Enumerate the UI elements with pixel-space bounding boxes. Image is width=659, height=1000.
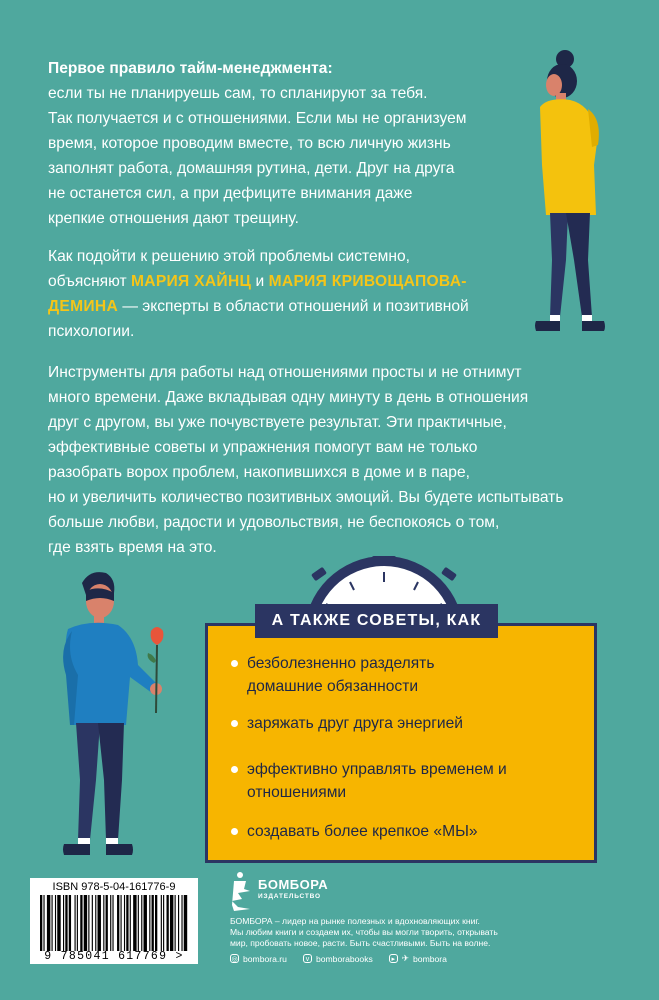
barcode-stripe: [117, 895, 119, 951]
barcode-stripe: [69, 895, 71, 951]
publisher-desc-line: Мы любим книги и создаем их, чтобы вы могли творить, открывать: [230, 927, 498, 937]
tools-line: но и увеличить количество позитивных эмоций. Вы будете испытывать: [48, 489, 564, 506]
barcode-stripe: [63, 895, 64, 951]
intro-line: заполнят работа, домашняя рутина, дети. Друг на друга: [48, 160, 455, 177]
barcode-digits: 9 785041 617769 >: [44, 950, 184, 963]
barcode-stripe: [167, 895, 169, 951]
barcode-stripe: [47, 895, 50, 951]
intro-line: Так получается и с отношениями. Если мы не организуем: [48, 110, 467, 127]
barcode-stripe: [65, 895, 67, 951]
publisher-name: БОМБОРА: [258, 877, 329, 892]
barcode-stripe: [110, 895, 111, 951]
tools-line: разобрать ворох проблем, накопившихся в доме и в паре,: [48, 464, 470, 481]
barcode-stripe: [170, 895, 173, 951]
bullet-icon: [231, 720, 238, 727]
tools-line: Инструменты для работы над отношениями просты и не отнимут: [48, 364, 522, 381]
man-illustration: [30, 565, 180, 870]
tip-item: [233, 652, 576, 698]
intro-line: крепкие отношения дают трещину.: [48, 210, 299, 227]
authors-line: [48, 269, 548, 294]
vk-icon: v: [303, 954, 312, 963]
barcode-stripe: [103, 895, 104, 951]
barcode-stripe: [92, 895, 93, 951]
barcode-stripe: [55, 895, 56, 951]
tip-item: [233, 712, 576, 735]
barcode-stripe: [84, 895, 87, 951]
tools-paragraph: [48, 360, 613, 560]
barcode-stripe: [149, 895, 150, 951]
tip-text: создавать более крепкое «МЫ»: [247, 823, 478, 840]
barcode-stripe: [40, 895, 42, 951]
publisher-description: [230, 916, 630, 949]
tip-item: [233, 758, 576, 804]
tip-text: эффективно управлять временем и отношениями: [247, 761, 507, 801]
barcode-stripe: [52, 895, 53, 951]
barcode-stripe: [138, 895, 139, 951]
barcode-bars-icon: [40, 895, 188, 951]
barcode-stripe: [80, 895, 82, 951]
barcode-stripe: [126, 895, 128, 951]
bullet-icon: [231, 766, 238, 773]
barcode-stripe: [184, 895, 187, 951]
barcode-stripe: [57, 895, 60, 951]
barcode-stripe: [181, 895, 182, 951]
authors-prefix: объясняют: [48, 273, 131, 290]
tools-line: эффективные советы и упражнения помогут вам не только: [48, 439, 478, 456]
tools-line: где взять время на это.: [48, 539, 217, 556]
bullet-icon: [231, 828, 238, 835]
social-website[interactable]: ◎ bombora.ru: [231, 953, 287, 964]
tip-item: [233, 820, 576, 843]
intro-heading: Первое правило тайм-менеджмента:: [48, 60, 333, 77]
barcode-stripe: [77, 895, 78, 951]
barcode-stripe: [141, 895, 142, 951]
barcode-stripe: [43, 895, 44, 951]
publisher-socials: [230, 953, 447, 964]
barcode-stripe: [106, 895, 108, 951]
barcode-stripe: [178, 895, 179, 951]
tools-line: больше любви, радости и удовольствия, не беспокоясь о том,: [48, 514, 500, 531]
bullet-icon: [231, 660, 238, 667]
barcode-stripe: [163, 895, 164, 951]
authors-paragraph: [48, 244, 548, 344]
publisher-desc-line: мир, пробовать новое, расти. Быть счастливыми. Быть на волне.: [230, 938, 491, 948]
isbn-text: ISBN 978-5-04-161776-9: [52, 881, 176, 893]
barcode-stripe: [152, 895, 154, 951]
barcode: [30, 878, 198, 964]
tip-text: заряжать друг друга энергией: [247, 715, 463, 732]
barcode-stripe: [124, 895, 125, 951]
social-telegram[interactable]: ▸ ✈ bombora: [389, 953, 447, 964]
intro-paragraph: [48, 56, 568, 231]
instagram-icon: ◎: [231, 956, 238, 963]
publisher-subtitle: ИЗДАТЕЛЬСТВО: [258, 893, 321, 900]
barcode-stripe: [175, 895, 176, 951]
barcode-stripe: [133, 895, 136, 951]
barcode-stripe: [144, 895, 147, 951]
barcode-stripe: [88, 895, 89, 951]
barcode-stripe: [130, 895, 131, 951]
tips-title: А ТАКЖЕ СОВЕТЫ, КАК: [255, 604, 498, 638]
publisher-desc-line: БОМБОРА – лидер на рынке полезных и вдохновляющих книг.: [230, 916, 480, 926]
barcode-stripe: [121, 895, 122, 951]
tools-line: друг с другом, вы уже почувствуете результат. Эти практичные,: [48, 414, 507, 431]
authors-line: психологии.: [48, 323, 135, 340]
author-name-2: МАРИЯ КРИВОЩАПОВА-: [268, 273, 467, 290]
barcode-stripe: [98, 895, 101, 951]
tips-card: [205, 623, 597, 863]
authors-and: и: [251, 273, 269, 290]
authors-line: Как подойти к решению этой проблемы системно,: [48, 248, 411, 265]
intro-line: время, которое проводим вместе, то всю личную жизнь: [48, 135, 451, 152]
barcode-stripe: [75, 895, 76, 951]
intro-line: если ты не планируешь сам, то спланируют за тебя.: [48, 85, 428, 102]
barcode-stripe: [155, 895, 157, 951]
author-name-2-cont: ДЕМИНА: [48, 298, 119, 315]
intro-line: не останется сил, а при дефиците внимания даже: [48, 185, 413, 202]
telegram-icon: ✈: [401, 953, 410, 963]
tip-text: безболезненно разделять домашние обязанности: [247, 655, 435, 695]
barcode-stripe: [112, 895, 113, 951]
authors-line: [48, 294, 548, 319]
barcode-stripe: [161, 895, 162, 951]
youtube-icon: ▸: [389, 954, 398, 963]
barcode-stripe: [95, 895, 96, 951]
authors-suffix: — эксперты в области отношений и позитивной: [118, 298, 469, 315]
woman-illustration: [508, 45, 618, 345]
social-vk[interactable]: v bomborabooks: [303, 953, 373, 964]
author-name-1: МАРИЯ ХАЙНЦ: [130, 273, 252, 290]
tools-line: много времени. Даже вкладывая одну минуту в день в отношения: [48, 389, 529, 406]
